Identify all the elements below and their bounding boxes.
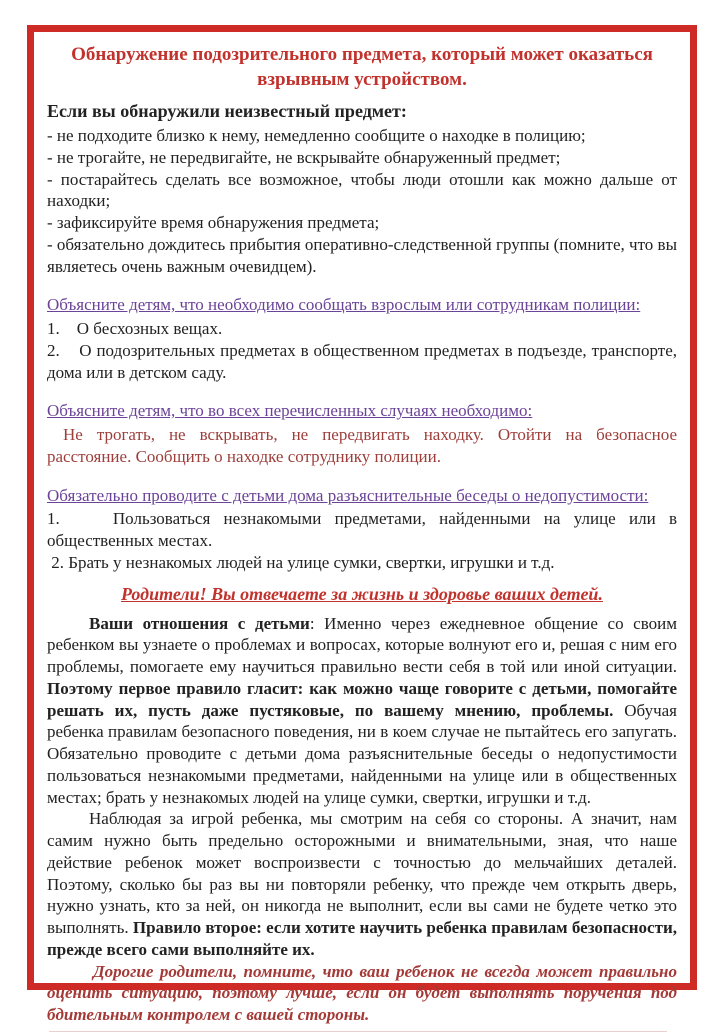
- cases-body: Не трогать, не вскрывать, не передвигать находку. Отойти на безопасное расстояние. Сообщить о находке сотруднику полиции.: [47, 425, 677, 466]
- report-item: 2. О подозрительных предметах в общественном предметах в подъезде, транспорте, дома или в детском саду.: [47, 340, 677, 382]
- section-report-to-adults: [47, 294, 677, 383]
- document-title: Обнаружение подозрительного предмета, который может оказаться взрывным устройством.: [71, 44, 653, 91]
- talks-item: 1. Пользоваться незнакомыми предметами, найденными на улице или в общественных местах.: [47, 509, 677, 551]
- report-heading: Объясните детям, что необходимо сообщать взрослым или сотрудникам полиции:: [47, 295, 641, 315]
- section-home-talks: [47, 485, 677, 574]
- intro-line: - зафиксируйте время обнаружения предмета;: [47, 213, 380, 233]
- cases-heading: Объясните детям, что во всех перечисленных случаях необходимо:: [47, 401, 533, 421]
- intro-line: - не трогайте, не передвигайте, не вскрывайте обнаруженный предмет;: [47, 147, 561, 167]
- intro-line: - обязательно дождитесь прибытия оперативно-следственной группы (помните, что вы являетесь очень важным очевидцем).: [47, 234, 677, 276]
- section-listed-cases: [47, 400, 677, 467]
- talks-item: 2. Брать у незнакомых людей на улице сумки, свертки, игрушки и т.д.: [47, 552, 555, 572]
- section-intro: [47, 100, 677, 277]
- observe-paragraph: Наблюдая за игрой ребенка, мы смотрим на себя со стороны. А значит, нам самим нужно быть предельно осторожными и внимательными, зная, что наше действие ребенок может воспроизвести с точностью до мельчайших деталей. Поэтому, сколько бы раз вы ни повторяли ребенку, что прежде чем открыть дверь, нужно узнать, кто за ней, он никогда не выполнит, если вы сами не будете четко это выполнять. Правило второе: если хотите научить ребенка правилам безопасности, прежде всего сами выполняйте их.: [47, 809, 678, 959]
- red-border-frame: [27, 25, 697, 1025]
- final-paragraph: Дорогие родители, помните, что ваш ребенок не всегда может правильно оценить ситуацию, поэтому лучше, если он будет выполнять поручения под бдительным контролем с вашей стороны.: [47, 961, 677, 1025]
- intro-heading: Если вы обнаружили неизвестный предмет:: [47, 101, 407, 122]
- intro-line: - не подходите близко к нему, немедленно сообщите о находке в полицию;: [47, 126, 586, 146]
- relations-paragraph: Ваши отношения с детьми: Именно через ежедневное общение со своим ребенком вы узнаете о проблемах и вопросах, которые волнуют его и, решая с ним его проблемы, помогаете ему научиться правильно вести себя в той или иной ситуации. Поэтому первое правило гласит: как можно чаще говорите с детьми, помогайте решать их, пусть даже пустяковые, по вашему мнению, проблемы. Обучая ребенка правилам безопасного поведения, ни в коем случае не пытайтесь его запугать. Обязательно проводите с детьми дома разъяснительные беседы о недопустимости пользоваться незнакомыми предметами, найденными на улице или в общественных местах; брать у незнакомых людей на улице сумки, свертки, игрушки и т.д.: [47, 613, 677, 807]
- report-item: 1. О бесхозных вещах.: [47, 319, 223, 339]
- parents-banner: Родители! Вы отвечаете за жизнь и здоровье ваших детей.: [121, 583, 603, 604]
- talks-heading: Обязательно проводите с детьми дома разъяснительные беседы о недопустимости:: [47, 485, 649, 505]
- intro-line: - постарайтесь сделать все возможное, чтобы люди отошли как можно дальше от находки;: [47, 169, 677, 211]
